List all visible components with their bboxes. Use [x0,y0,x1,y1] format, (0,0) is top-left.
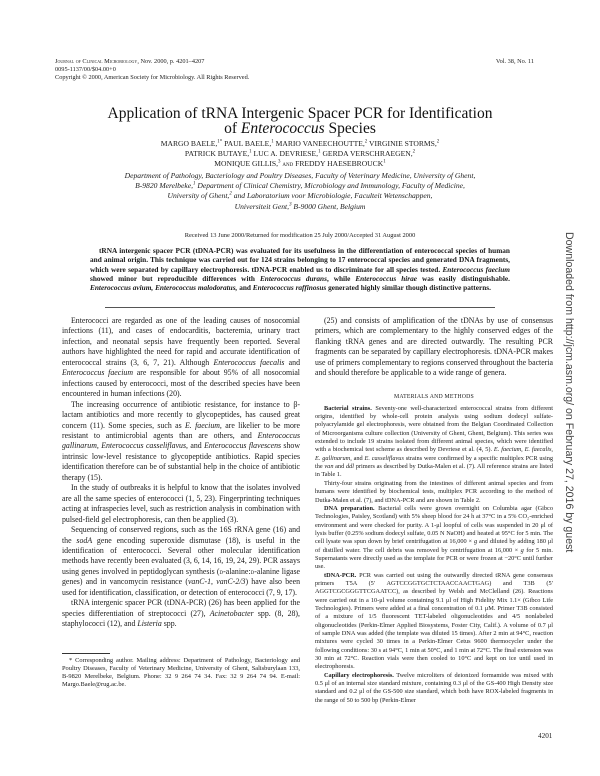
methods-paragraph [315,505,553,572]
italic-text: Enterococcus hirae [355,273,418,283]
left-column [62,316,300,630]
author-list [0,139,600,170]
text-run: VIRGINIE STORMS, [367,139,437,148]
text-run: ) have also been used for identification, classification, or detection of enterococci (7, 9, 17). [62,577,300,597]
italic-text: Enterococcus raffinosus [252,283,327,293]
italic-text: ddl [345,463,355,471]
superscript-text: 1 [271,139,274,145]
text-run: MARIO VANEECHOUTTE, [273,139,365,148]
text-run: Species [324,120,376,137]
page-number: 4201 [538,732,553,740]
text-run: of [224,120,237,137]
text-run: and Laboratorium voor Microbiologie, Faculteit Wetenschappen, Universiteit Gent, [233,191,433,211]
received-dates: Received 13 June 2000/Returned for modification 25 July 2000/Accepted 31 August 2000 [184,232,416,239]
text-run: , [211,577,217,587]
italic-text: Enterococcus faecium [62,368,134,378]
text-run: B-9000 Ghent, Belgium [291,201,366,211]
abstract-divider [105,307,495,308]
italic-text: g [520,546,524,554]
italic-text: Acinetobacter [209,608,254,618]
text-run: Enterococci are regarded as one of the leading causes of nosocomial infections (11), and cases of endocarditis, bacteremia, urinary tract infection, and neonatal sepsis have frequently been reported. Several authors have highlighted the need for rapid and accurate identification of enterococcal strains (3, 6, 7, 21). Although [62,316,300,367]
text-run: tRNA intergenic spacer PCR (tDNA-PCR) was evaluated for its usefulness in the differentiation of enterococcal species of human and animal origin. This technique was carried out for 124 strains belonging to 17 enterococcal species and generated DNA fragments, which were separated by capillary electrophoresis. tDNA-PCR enabled us to discriminate for all species tested. [90,246,510,274]
affiliations [60,171,540,212]
italic-text: sodA [76,535,93,545]
text-run: was easily distinguishable. [417,273,510,283]
text-run: are responsible for about 95% of all nosocomial infections caused by enterococci, most of the described species have been encountered in human infections (20). [62,368,300,399]
body-paragraph [62,525,300,598]
superscript-text: 2 [364,139,368,145]
text-run: spp. [161,619,177,629]
text-run: In the study of outbreaks it is helpful to know that the isolates involved are all the same species of enterococci (1, 5, 23). Fingerprinting techniques acting at infraspecies level, such as restriction analysis in combination with pulsed-field gel electrophoresis, can then be applied (3). [62,483,300,524]
article-title [0,106,600,136]
superscript-text: 1 [383,159,386,165]
volume-issue: Vol. 38, No. 11 [495,58,534,65]
italic-text: Enterococcus gallinarum, Enterococcus casseliflavus [62,430,300,451]
text-run: Department of Clinical Chemistry, Microbiology and Immunology, Faculty of Medicine, University of Ghent, [167,181,465,201]
italic-text: Listeria [137,619,162,629]
text-run: Seventy-one well-characterized enterococcal strains from different origins, identified by whole-cell protein analysis using sodium dodecyl sulfate-polyacrylamide gel electrophoresis, were obtained from the Belgian Coordinated Collection of Microorganisms culture collection (University of Ghent, Ghent, Belgium). This series was extended to include 19 strains isolated from different animal species, which were identified with a biochemical test scheme as described by Devriese et al. (4, 5). [315,404,553,454]
text-run: Sequencing of conserved regions, such as the 16S rRNA gene (16) and the [62,525,300,545]
text-run: show intrinsic low-level resistance to glycopeptide antibiotics. Rapid species identification therefore can be of substantial help in the choice of antibiotic therapy (15). [62,441,300,482]
superscript-text: 3 [289,202,292,208]
text-run: GERDA VERSCHRAEGEN, [320,149,413,159]
italic-text: vanC-2/3 [216,577,246,587]
superscript-text: 1 [192,181,196,187]
methods-paragraph [315,672,553,705]
text-run: Department of Pathology, Bacteriology and Poultry Diseases, Faculty of Veterinary Medicine, University of Ghent, B-9820 Merelbeke, [124,171,476,191]
right-column [315,316,553,705]
run-in-heading: DNA preparation. [324,504,375,512]
text-run: d [219,566,224,576]
text-run: MARGO BAELE, [160,139,218,148]
text-run: gene encoding superoxide dismutase (18), is useful in the identification of enterococci. Several other molecular identification methods have recently been evaluated (3, 6, 14, 16, 19, 24, 29). PCR assays using genes involved in peptidoglycan synthesis ( [62,535,301,576]
footnote-divider [62,653,110,654]
text-run: Bacterial cells were grown overnight on Columbia agar (Gibco Technologies, Paisley, Scotland) with 5% sheep blood for 24 h at 37°C in a 5% CO₂-enriched environment and were checked for purity. A 1-μl loopful of cells was suspended in 20 μl of lysis buffer (0.25% sodium dodecyl sulfate, 0.05 N NaOH) and heated at 95°C for 5 min. The cell lysate was spun down by brief centrifugation at 16,000 × [315,504,554,546]
body-paragraph [62,400,300,484]
italic-text: Enterococcus flavescens [204,441,282,451]
text-run: PCR was carried out using the outwardly directed tRNA gene consensus primers T5A (5′ AGTCCGGTGCTCTAACCAACTGAG) and T3B (5′ AGGTCGCGGGTTCGAATCC), as described by Welsh and McClelland (26). Reactions were carried out in a 10-μl volume containing 9.1 μl of High Fidelity Mix 1.1× (Gibco Life Technologies). Primers were added at a final concentration of 0.1 μM. Primer T3B consisted of a mixture of 1/5 fluorescent TET-labeled oligonucleotides and 4/5 nonlabeled oligonucleotides (Perkin-Elmer Applied Biosystems, Foster City, Calif.). A volume of 0.7 μl of sample DNA was added (the template was diluted 15 times). After 2 min at 94°C, reaction mixtures were cycled 30 times in a Perkin-Elmer Cetus 9600 thermocycler under the following conditions: 30 s at 94°C, 1 min at 50°C, and 1 min at 72°C. The final extension was 30 min at 72°C. Reaction vials were then cooled to 10°C and kept on ice until used in electrophoresis. [315,571,553,671]
body-paragraph [62,483,300,525]
italic-text: E. casseliflavus [364,454,404,462]
text-run: and [333,463,346,471]
download-notice: Downloaded from http://jcm.asm.org/ on February 27, 2016 by guest [563,232,575,553]
run-in-heading: Bacterial strains. [324,404,372,412]
text-run: and [284,357,300,367]
text-run: (25) and consists of amplification of the tDNAs by use of consensus primers, which are complementary to the highly conserved edges of the flanking tRNA genes and are directed outwardly. The resulting PCR fragments can be separated by capillary electrophoresis. tDNA-PCR makes use of primers complementary to regions conserved throughout the bacteria and should therefore be applicable to a wide range of genera. [315,316,553,378]
superscript-text: 1 [249,149,252,155]
methods-paragraph [315,572,553,672]
italic-text: Enterococcus [240,120,325,137]
text-run: Twelve microliters of deionized formamide was mixed with 0.5 μl of an internal size standard mixture, containing 0.3 μl of the GS-400 High Density size standard and 0.2 μl of the GS-500 size standard, which both have ROX-labeled fragments in the range of 50 to 500 bp (Perkin-Elmer [315,671,553,704]
text-run: tRNA intergenic spacer PCR (tDNA-PCR) (26) has been applied for the species differentiation of streptococci (27), [62,598,300,618]
italic-text: g [473,538,478,546]
citation: , Nov. 2000, p. 4201–4207 [137,58,205,65]
italic-text: Enterococcus durans [259,273,327,283]
text-run: strains were confirmed by a specific multiplex PCR using the [315,454,554,471]
italic-text: E. faecium [185,420,220,430]
superscript-text: 2 [436,139,440,145]
text-run: The increasing occurrence of antibiotic resistance, for instance to β-lactam antibiotics and more recently to glycopeptides, has caused great concern (11). Some species, such as [62,399,300,430]
text-run: , while [326,273,356,283]
text-run: -alanine: [223,566,251,576]
methods-paragraph [315,405,553,480]
text-run: , and [186,441,205,451]
body-paragraph [62,316,300,400]
methods-paragraph [315,480,553,505]
superscript-text: 2 [412,149,416,155]
text-run: FREDDY HAESEBROUCK [295,159,384,169]
section-heading: MATERIALS AND METHODS [394,393,474,400]
superscript-text: 2 [229,191,232,197]
italic-text: Enterococcus avium, Enterococcus malodoratus, [90,283,238,293]
text-run: and diluted by adding 180 μl of distilled water. The cell debris was removed by centrifugation at 16,000 × [315,538,553,554]
superscript-text: 3 [278,159,281,165]
italic-text: Enterococcus faecalis [213,357,285,367]
text-run: Application of tRNA Intergenic Spacer PCR for Identification [107,105,493,122]
run-in-heading: Capillary electrophoresis. [324,671,394,679]
superscript-text: 1* [217,139,223,145]
journal-name: Journal of Clinical Microbiology [55,58,138,65]
text-run: and [237,283,253,293]
superscript-text: 1 [318,149,321,155]
text-run: showed minor but reproducible differences with [90,273,260,283]
corresponding-author-footnote: * Corresponding author. Mailing address: Department of Pathology, Bacteriology and Poultry Diseases, Faculty of Veterinary Medicine, University of Ghent, Salisburylaan 133, B-9820 Merelbeke, Belgium. Phone: 32 9 264 74 34. Fax: 32 9 264 74 94. E-mail: Margo.Baele@rug.ac.be. [62,657,300,689]
body-paragraph [315,316,553,379]
abstract [90,246,510,292]
journal-header [55,58,249,82]
copyright: Copyright © 2000, American Society for Microbiology. All Rights Reserved. [55,73,250,81]
text-run: for 5 min. Supernatants were directly used as the template for PCR or were frozen at −20°C until further use. [315,546,553,571]
text-run: d [250,566,255,576]
run-in-heading: tDNA-PCR. [324,571,357,579]
text-run: and [280,159,296,169]
text-run: MONIQUE GILLIS, [214,159,278,169]
text-run: generated highly similar though distinctive patterns. [326,283,491,293]
text-run: PAUL BAELE, [222,139,272,148]
text-run: spp. (8, 28), staphylococci (12), and [62,608,300,629]
issn: 0095-1137/00/$04.00+0 [55,65,116,73]
italic-text: E. faecium, E. faecalis, E. gallinarum, [315,446,554,462]
text-run: Thirty-four strains originating from the intestines of different animal species and from humans were identified by biochemical tests, multiplex PCR according to the method of Dutka-Malen et al. (7), and tDNA-PCR and are shown in Table 2. [315,479,553,504]
text-run: LUC A. DEVRIESE, [251,149,319,159]
body-paragraph [62,598,300,629]
text-run: PATRICK BUTAYE, [184,149,250,159]
text-run: and [351,454,365,462]
text-run: -alanine ligase genes) and in vancomycin resistance ( [62,566,301,587]
italic-text: Enterococcus faecium [442,264,510,274]
text-run: primers as described by Dutka-Malen et al. (7). All reference strains are listed in Table 1. [315,463,553,479]
text-run: , are likelier to be more resistant to antimicrobial agents than are others, and [62,420,300,440]
italic-text: van [324,463,334,471]
italic-text: vanC-1 [187,577,212,587]
